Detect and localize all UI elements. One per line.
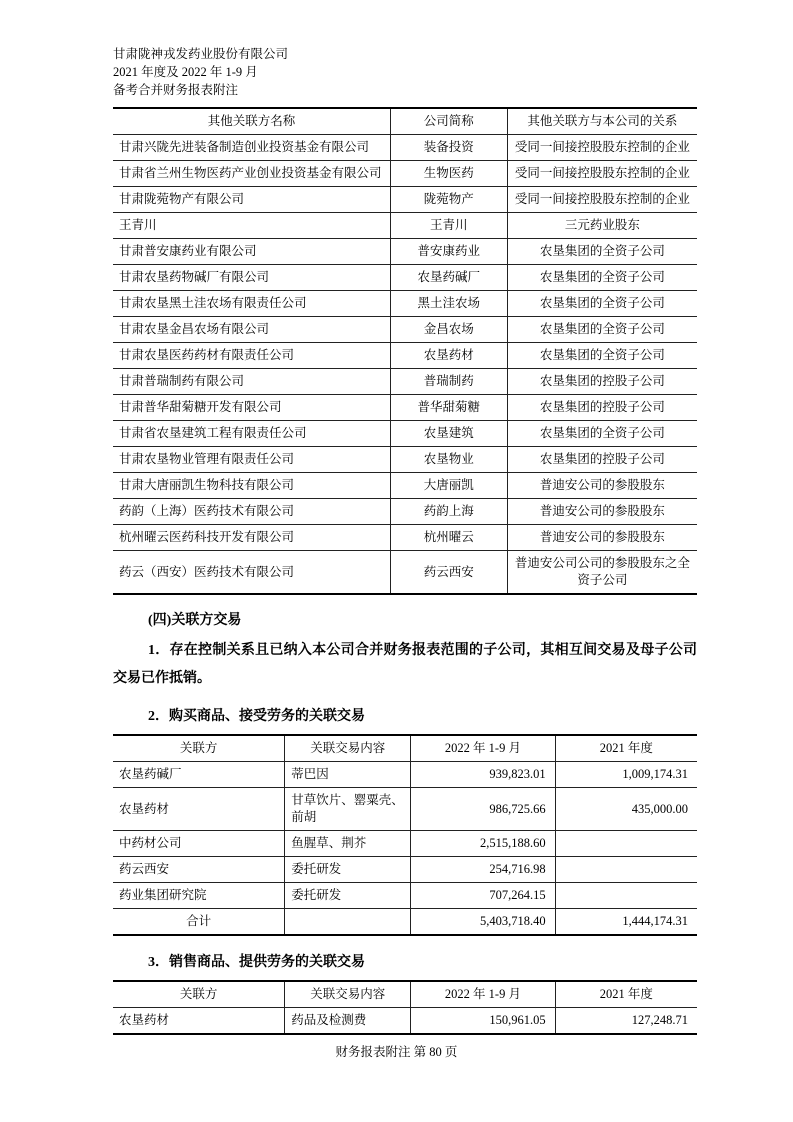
cell-amount-2022: 939,823.01: [411, 762, 555, 788]
cell-relationship: 农垦集团的全资子公司: [507, 317, 697, 343]
cell-related-party: 农垦药材: [113, 788, 285, 831]
column-header-2022-period: 2022 年 1-9 月: [411, 981, 555, 1008]
page-content: [113, 45, 697, 1035]
cell-abbreviation: 金昌农场: [390, 317, 507, 343]
column-header-related-party: 关联方: [113, 735, 285, 762]
cell-abbreviation: 普瑞制药: [390, 369, 507, 395]
cell-transaction-content: 鱼腥草、荆芥: [285, 831, 411, 857]
cell-transaction-content: [285, 909, 411, 936]
table-row: [113, 447, 697, 473]
table-row: [113, 317, 697, 343]
column-header-relationship: 其他关联方与本公司的关系: [507, 108, 697, 135]
cell-party-name: 甘肃普瑞制药有限公司: [113, 369, 390, 395]
cell-relationship: 农垦集团的控股子公司: [507, 447, 697, 473]
cell-abbreviation: 生物医药: [390, 161, 507, 187]
cell-party-name: 甘肃陇菀物产有限公司: [113, 187, 390, 213]
subsection-2-heading: 2．购买商品、接受劳务的关联交易: [148, 709, 365, 724]
cell-party-name: 杭州曜云医药科技开发有限公司: [113, 525, 390, 551]
cell-related-party: 农垦药碱厂: [113, 762, 285, 788]
purchase-transactions-table: [113, 734, 697, 936]
cell-relationship: 农垦集团的控股子公司: [507, 369, 697, 395]
cell-relationship: 三元药业股东: [507, 213, 697, 239]
column-header-transaction-content: 关联交易内容: [285, 981, 411, 1008]
cell-party-name: 甘肃农垦黑土洼农场有限责任公司: [113, 291, 390, 317]
cell-amount-2022: 986,725.66: [411, 788, 555, 831]
cell-related-party: 中药材公司: [113, 831, 285, 857]
cell-abbreviation: 药韵上海: [390, 499, 507, 525]
cell-related-party: 合计: [113, 909, 285, 936]
cell-amount-2021: 127,248.71: [555, 1008, 697, 1035]
cell-transaction-content: 委托研发: [285, 857, 411, 883]
column-header-abbreviation: 公司简称: [390, 108, 507, 135]
cell-abbreviation: 大唐丽凯: [390, 473, 507, 499]
subsection-3-heading: 3．销售商品、提供劳务的关联交易: [148, 955, 365, 970]
cell-party-name: 甘肃农垦金昌农场有限公司: [113, 317, 390, 343]
column-header-2021-year: 2021 年度: [555, 981, 697, 1008]
cell-relationship: 受同一间接控股股东控制的企业: [507, 187, 697, 213]
cell-abbreviation: 装备投资: [390, 135, 507, 161]
sales-transactions-table: [113, 980, 697, 1035]
cell-relationship: 农垦集团的全资子公司: [507, 239, 697, 265]
cell-related-party: 农垦药材: [113, 1008, 285, 1035]
table-row: [113, 883, 697, 909]
report-period: 2021 年度及 2022 年 1-9 月: [113, 65, 258, 79]
table-row: [113, 369, 697, 395]
page-footer: 财务报表附注 第 80 页: [335, 1045, 458, 1059]
purchase-table-header-row: [113, 735, 697, 762]
cell-party-name: 甘肃省农垦建筑工程有限责任公司: [113, 421, 390, 447]
document-header: [113, 45, 697, 99]
table-row: [113, 343, 697, 369]
related-party-table: [113, 107, 697, 595]
cell-relationship: 普迪安公司的参股股东: [507, 525, 697, 551]
cell-transaction-content: 药品及检测费: [285, 1008, 411, 1035]
table-row: [113, 213, 697, 239]
cell-relationship: 普迪安公司的参股股东: [507, 499, 697, 525]
cell-relationship: 农垦集团的全资子公司: [507, 343, 697, 369]
cell-amount-2022: 150,961.05: [411, 1008, 555, 1035]
cell-party-name: 甘肃兴陇先进装备制造创业投资基金有限公司: [113, 135, 390, 161]
cell-amount-2022: 2,515,188.60: [411, 831, 555, 857]
cell-relationship: 农垦集团的全资子公司: [507, 265, 697, 291]
cell-transaction-content: 委托研发: [285, 883, 411, 909]
cell-relationship: 农垦集团的全资子公司: [507, 291, 697, 317]
table-row: [113, 265, 697, 291]
cell-relationship: 受同一间接控股股东控制的企业: [507, 135, 697, 161]
cell-party-name: 甘肃农垦物业管理有限责任公司: [113, 447, 390, 473]
column-header-party-name: 其他关联方名称: [113, 108, 390, 135]
cell-party-name: 甘肃省兰州生物医药产业创业投资基金有限公司: [113, 161, 390, 187]
cell-amount-2021: [555, 857, 697, 883]
cell-amount-2021: [555, 883, 697, 909]
column-header-2022-period: 2022 年 1-9 月: [411, 735, 555, 762]
cell-abbreviation: 农垦物业: [390, 447, 507, 473]
table-row: [113, 857, 697, 883]
table-row: [113, 551, 697, 595]
cell-abbreviation: 黑土洼农场: [390, 291, 507, 317]
cell-party-name: 甘肃农垦医药药材有限责任公司: [113, 343, 390, 369]
cell-amount-2022: 5,403,718.40: [411, 909, 555, 936]
table-row: [113, 762, 697, 788]
column-header-transaction-content: 关联交易内容: [285, 735, 411, 762]
table-row: [113, 291, 697, 317]
table-row: [113, 499, 697, 525]
related-party-table-header-row: [113, 108, 697, 135]
cell-amount-2021: 1,444,174.31: [555, 909, 697, 936]
cell-party-name: 甘肃农垦药物碱厂有限公司: [113, 265, 390, 291]
cell-related-party: 药业集团研究院: [113, 883, 285, 909]
cell-abbreviation: 王青川: [390, 213, 507, 239]
cell-relationship: 农垦集团的控股子公司: [507, 395, 697, 421]
cell-amount-2022: 254,716.98: [411, 857, 555, 883]
cell-party-name: 甘肃普华甜菊糖开发有限公司: [113, 395, 390, 421]
cell-abbreviation: 药云西安: [390, 551, 507, 595]
cell-amount-2021: 435,000.00: [555, 788, 697, 831]
table-row: [113, 135, 697, 161]
table-row: [113, 1008, 697, 1035]
cell-abbreviation: 农垦药碱厂: [390, 265, 507, 291]
cell-relationship: 普迪安公司公司的参股股东之全资子公司: [507, 551, 697, 595]
cell-amount-2021: [555, 831, 697, 857]
table-row: [113, 788, 697, 831]
table-row: [113, 525, 697, 551]
table-row: [113, 473, 697, 499]
table-row: [113, 421, 697, 447]
table-row: [113, 395, 697, 421]
cell-abbreviation: 普华甜菊糖: [390, 395, 507, 421]
table-row: [113, 239, 697, 265]
cell-abbreviation: 陇菀物产: [390, 187, 507, 213]
cell-related-party: 药云西安: [113, 857, 285, 883]
sales-table-header-row: [113, 981, 697, 1008]
cell-party-name: 甘肃普安康药业有限公司: [113, 239, 390, 265]
paragraph-1: 1．存在控制关系且已纳入本公司合并财务报表范围的子公司，其相互间交易及母子公司交易已作抵销。: [113, 643, 697, 686]
table-row: [113, 187, 697, 213]
table-row: [113, 831, 697, 857]
cell-abbreviation: 农垦药材: [390, 343, 507, 369]
cell-abbreviation: 农垦建筑: [390, 421, 507, 447]
column-header-related-party: 关联方: [113, 981, 285, 1008]
cell-abbreviation: 杭州曜云: [390, 525, 507, 551]
cell-amount-2021: 1,009,174.31: [555, 762, 697, 788]
cell-party-name: 王青川: [113, 213, 390, 239]
cell-relationship: 农垦集团的全资子公司: [507, 421, 697, 447]
cell-relationship: 受同一间接控股股东控制的企业: [507, 161, 697, 187]
cell-relationship: 普迪安公司的参股股东: [507, 473, 697, 499]
cell-party-name: 药云（西安）医药技术有限公司: [113, 551, 390, 595]
cell-amount-2022: 707,264.15: [411, 883, 555, 909]
column-header-2021-year: 2021 年度: [555, 735, 697, 762]
report-title: 备考合并财务报表附注: [113, 83, 239, 97]
company-name: 甘肃陇神戎发药业股份有限公司: [113, 47, 289, 61]
section-heading: (四)关联方交易: [148, 613, 242, 628]
cell-transaction-content: 甘草饮片、罂粟壳、前胡: [285, 788, 411, 831]
cell-transaction-content: 蒂巴因: [285, 762, 411, 788]
cell-party-name: 药韵（上海）医药技术有限公司: [113, 499, 390, 525]
table-row: [113, 909, 697, 936]
cell-party-name: 甘肃大唐丽凯生物科技有限公司: [113, 473, 390, 499]
table-row: [113, 161, 697, 187]
cell-abbreviation: 普安康药业: [390, 239, 507, 265]
